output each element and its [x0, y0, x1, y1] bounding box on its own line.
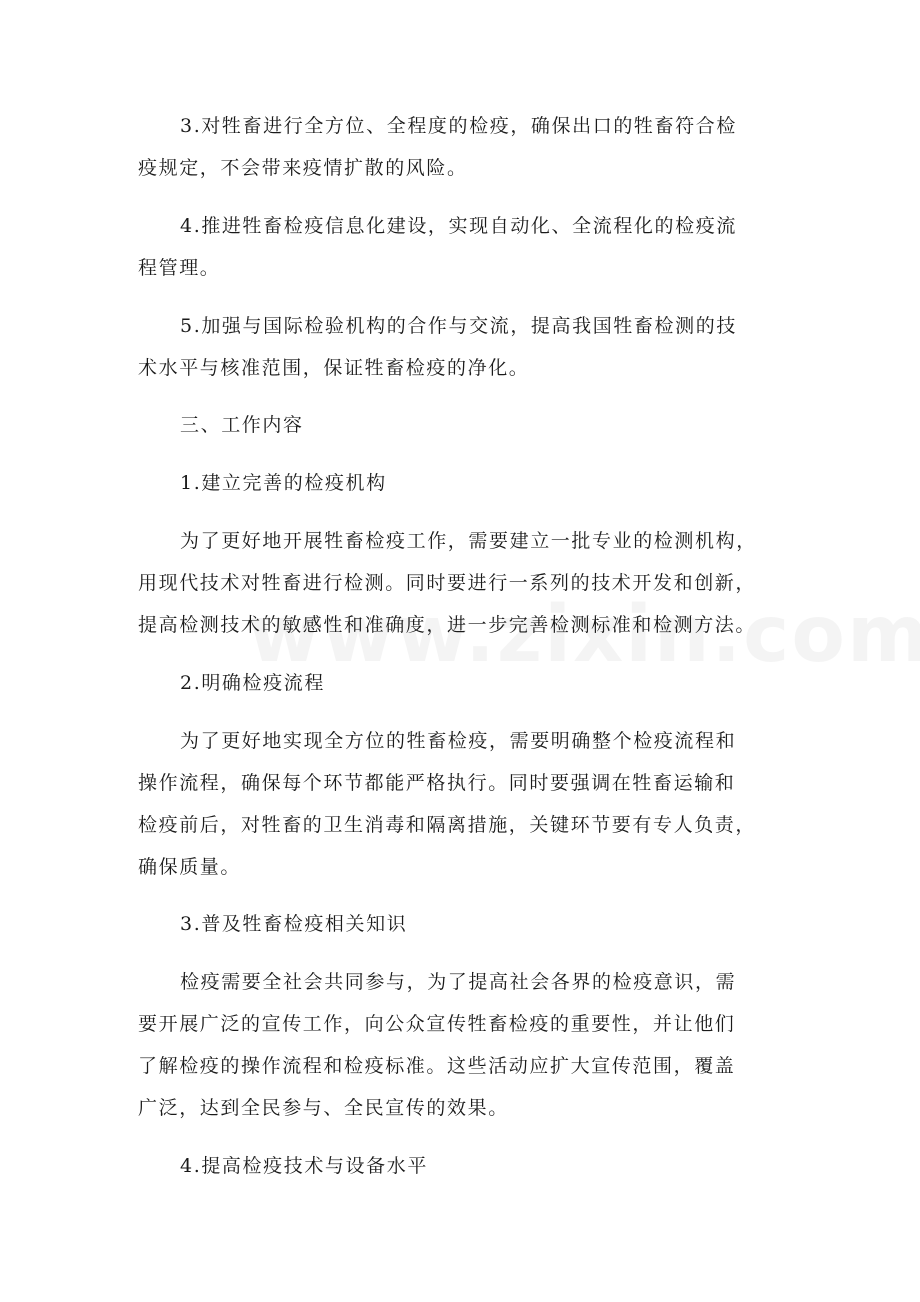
text-line: 用现代技术对牲畜进行检测。同时要进行一系列的技术开发和创新，: [138, 572, 757, 594]
text-line: 为了更好地实现全方位的牲畜检疫，需要明确整个检疫流程和: [180, 730, 737, 752]
text-line: 5.加强与国际检验机构的合作与交流，提高我国牲畜检测的技: [180, 315, 737, 337]
text-line: 检疫前后，对牲畜的卫生消毒和隔离措施，关键环节要有专人负责，: [138, 814, 757, 836]
text-line: 要开展广泛的宣传工作，向公众宣传牲畜检疫的重要性，并让他们: [138, 1013, 736, 1035]
text-line: 疫规定，不会带来疫情扩散的风险。: [138, 157, 468, 179]
subsection-heading: 4.提高检疫技术与设备水平: [180, 1155, 428, 1177]
subsection-heading: 2.明确检疫流程: [180, 672, 325, 694]
text-line: 广泛，达到全民参与、全民宣传的效果。: [138, 1097, 509, 1119]
text-line: 确保质量。: [138, 856, 242, 878]
text-line: 4.推进牲畜检疫信息化建设，实现自动化、全流程化的检疫流: [180, 215, 737, 237]
text-line: 程管理。: [138, 257, 221, 279]
text-line: 为了更好地开展牲畜检疫工作，需要建立一批专业的检测机构，: [180, 530, 757, 552]
text-line: 检疫需要全社会共同参与，为了提高社会各界的检疫意识，需: [180, 971, 737, 993]
text-line: 了解检疫的操作流程和检疫标准。这些活动应扩大宣传范围，覆盖: [138, 1055, 736, 1077]
text-line: 提高检测技术的敏感性和准确度，进一步完善检测标准和检测方法。: [138, 614, 757, 636]
text-line: 操作流程，确保每个环节都能严格执行。同时要强调在牲畜运输和: [138, 772, 736, 794]
text-line: 术水平与核准范围，保证牲畜检疫的净化。: [138, 357, 530, 379]
text-line: 3.对牲畜进行全方位、全程度的检疫，确保出口的牲畜符合检: [180, 115, 737, 137]
subsection-heading: 1.建立完善的检疫机构: [180, 472, 387, 494]
section-heading: 三、工作内容: [180, 414, 304, 436]
subsection-heading: 3.普及牲畜检疫相关知识: [180, 913, 408, 935]
